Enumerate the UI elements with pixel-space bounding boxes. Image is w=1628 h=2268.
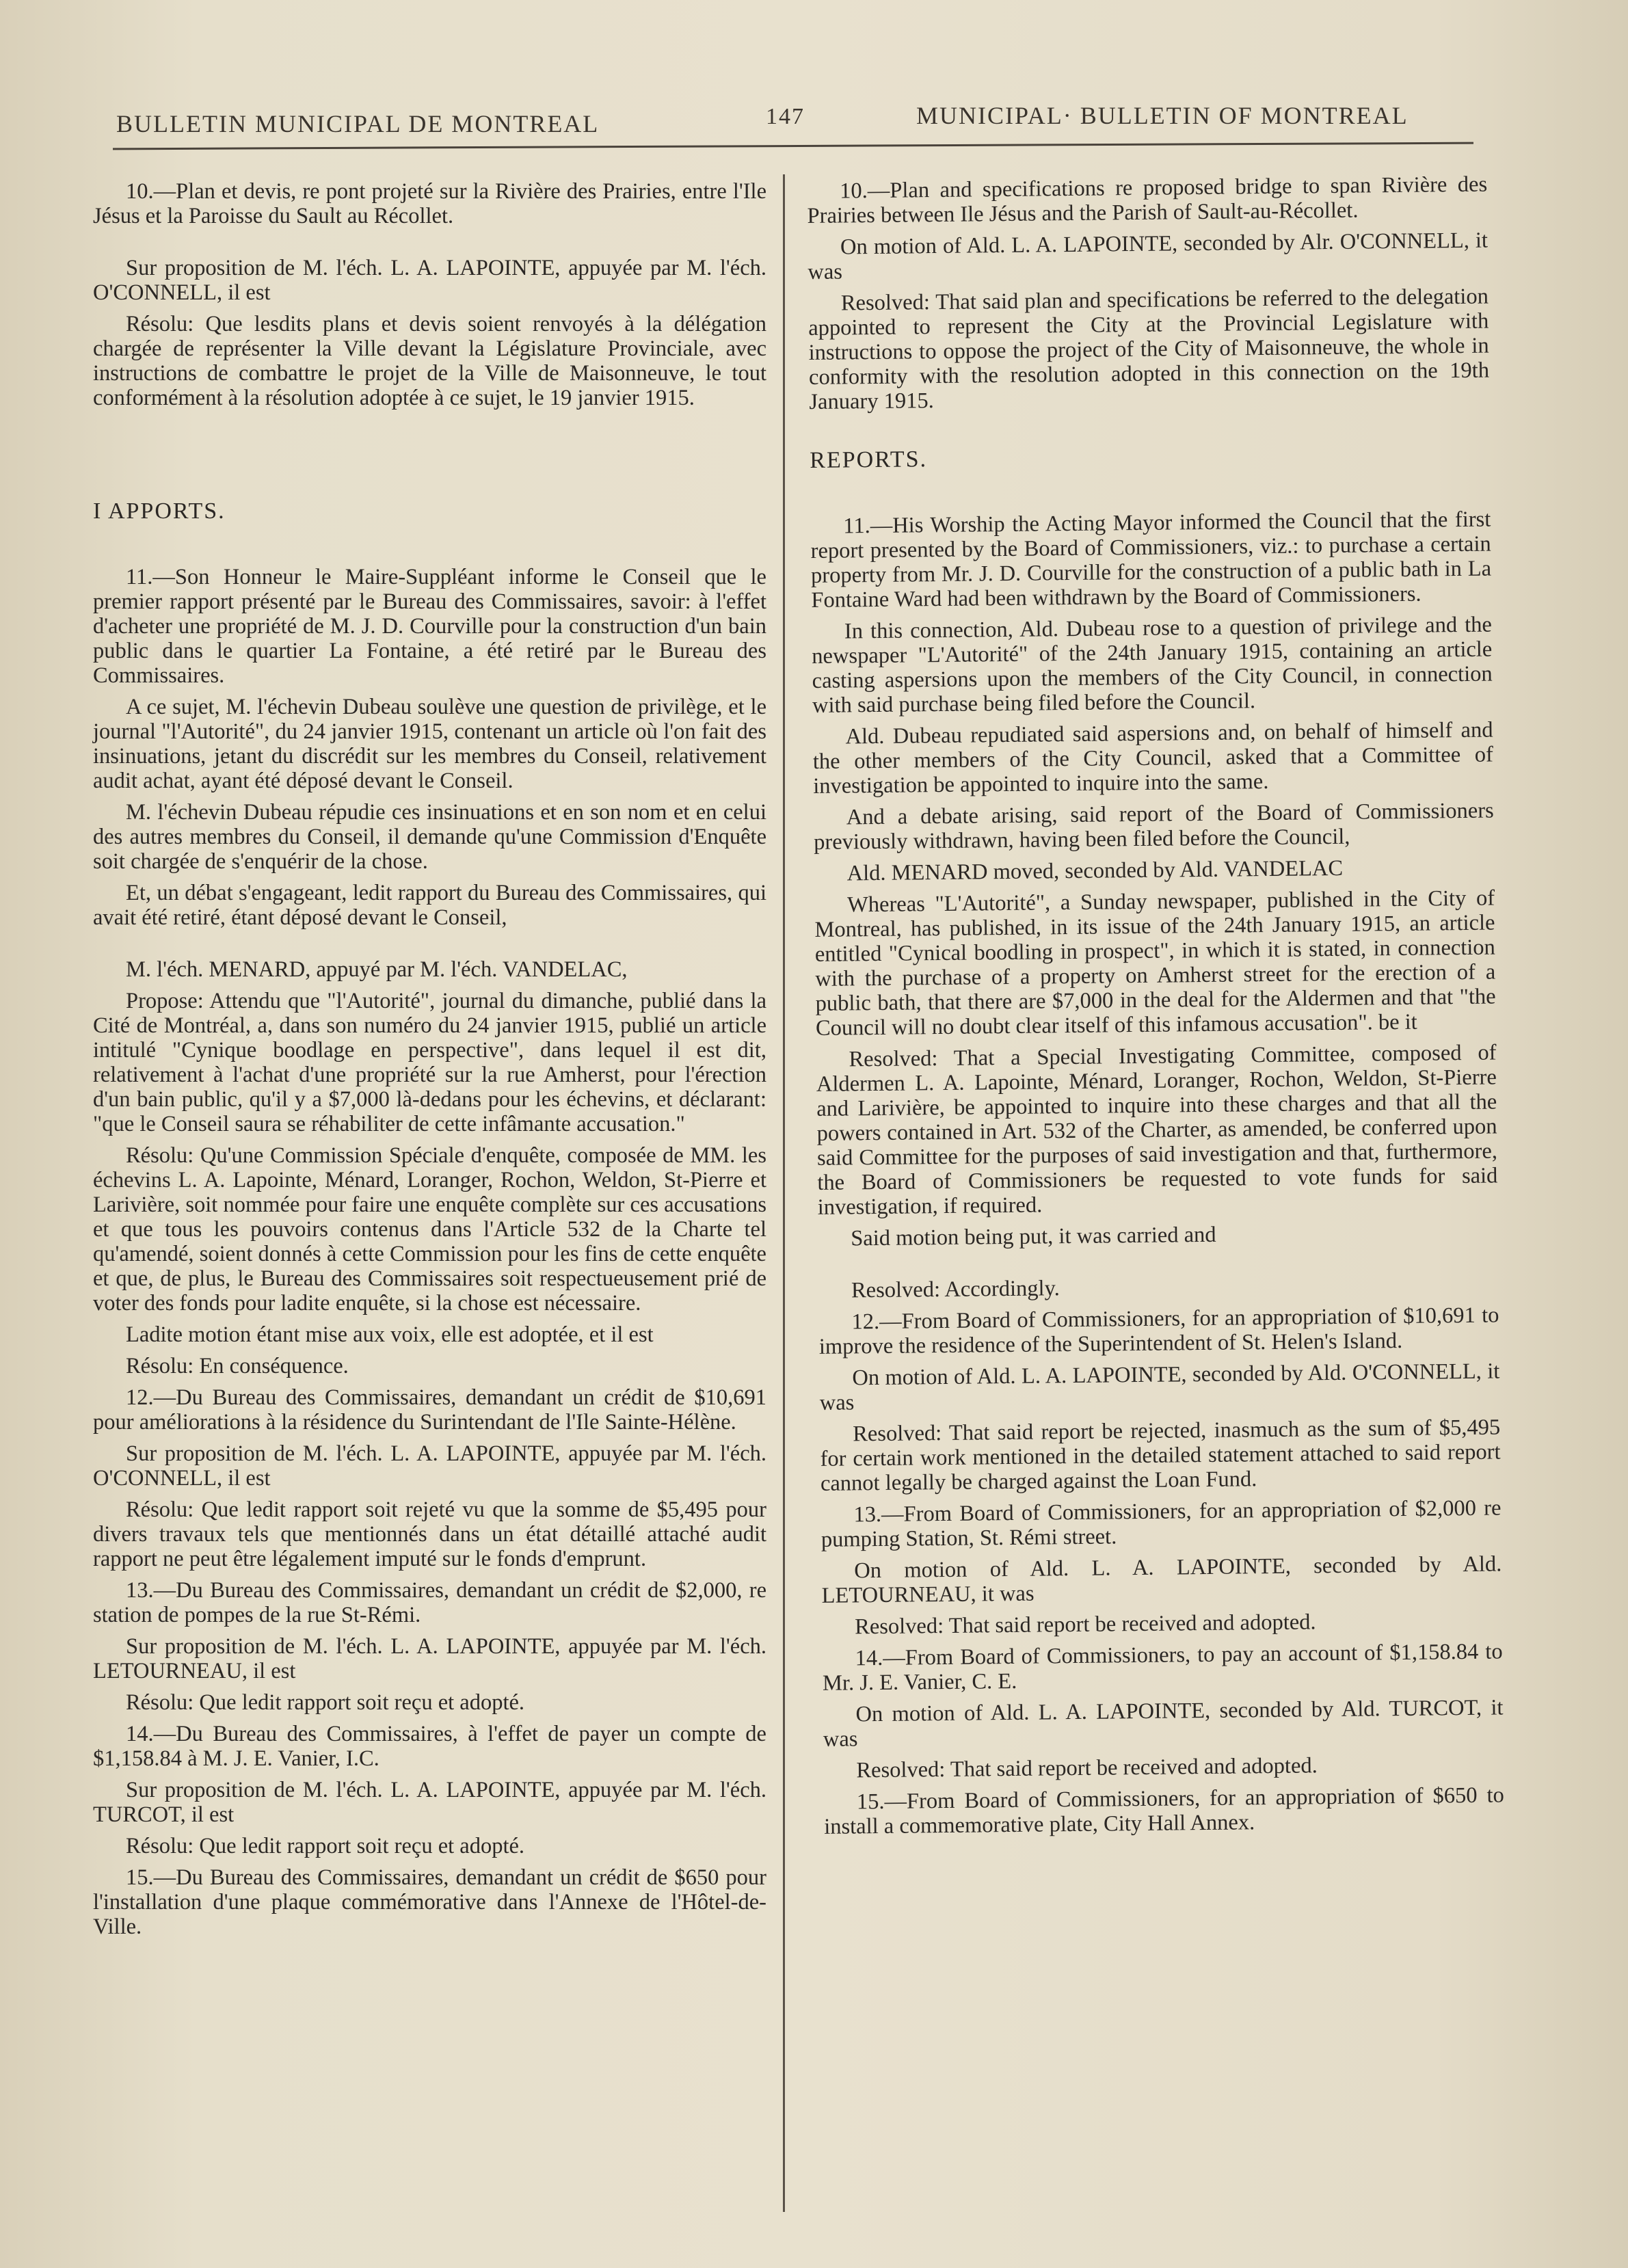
en-item-11: 11.—His Worship the Acting Mayor informed the Council that the first report presented by the Board of Commissioners, viz.: to purchase a certain property from Mr. J. D. Courville for the construction of a public bath in La Fontaine Ward had been withdrawn by the Board of Commissioners. <box>810 507 1492 613</box>
fr-item-12: 12.—Du Bureau des Commissaires, demandant un crédit de $10,691 pour améliorations à la résidence du Surintendant de l'Ile Sainte-Hélène. <box>93 1385 766 1435</box>
fr-resolution-13: Résolu: Que ledit rapport soit reçu et adopté. <box>126 1690 525 1715</box>
en-vote: Said motion being put, it was carried and <box>851 1222 1216 1251</box>
page-number: 147 <box>766 104 805 129</box>
fr-debate: Et, un débat s'engageant, ledit rapport du Bureau des Commissaires, qui avait été retiré, étant déposé devant le Conseil, <box>93 881 766 930</box>
fr-resolution-10: Résolu: Que lesdits plans et devis soient renvoyés à la délégation chargée de représenter la Ville devant la Législature Provinciale, avec instructions de combattre le projet de la Ville de Maisonneuve, le tout conformément à la résolution adoptée à ce sujet, le 19 janvier 1915. <box>93 312 766 410</box>
fr-section-heading: I APPORTS. <box>93 498 226 524</box>
en-motion-14: On motion of Ald. L. A. LAPOINTE, seconded by Ald. TURCOT, it was <box>823 1695 1504 1752</box>
fr-proposal: Propose: Attendu que "l'Autorité", journal du dimanche, publié dans la Cité de Montréal, a, dans son numéro du 24 janvier 1915, publié un article intitulé "Cynique boodlage en perspective", dans lequel il est dit, relativement à l'achat d'une propriété sur la rue Amherst, pour l'érection d'un bain public, qu'il y a $7,000 là-dedans pour les échevins, et déclarant: "que le Conseil saura se réhabiliter de cette infâmante accusation." <box>93 989 766 1136</box>
en-mover: Ald. MENARD moved, seconded by Ald. VANDELAC <box>846 855 1344 886</box>
fr-privilege: A ce sujet, M. l'échevin Dubeau soulève une question de privilège, et le journal "l'Autorité", du 24 janvier 1915, contenant un article où l'on fait des insinuations, jetant du discrédit sur les membres du Conseil, relativement audit achat, ayant été déposé devant le Conseil. <box>93 695 766 793</box>
en-resolution-11: Resolved: That a Special Investigating Committee, composed of Aldermen L. A. Lapointe, Ménard, Loranger, Rochon, Weldon, St-Pierre and Larivière, be appointed to inquire into these charges and that all the powers contained in Art. 532 of the Charter, as amended, be conferred upon said Committee for the purposes of said investigation and that, furthermore, the Board of Commissioners be requested to vote funds for said investigation, if required. <box>816 1040 1498 1220</box>
en-repudiation: Ald. Dubeau repudiated said aspersions and, on behalf of himself and the other members of the City Council, asked that a Committee of investigation be appointed to inquire into the same. <box>812 717 1494 799</box>
fr-resolution-12: Résolu: Que ledit rapport soit rejeté vu que la somme de $5,495 pour divers travaux tels que mentionnés dans un état détaillé attaché audit rapport ne peut être légalement imputé sur le fonds d'emprunt. <box>93 1497 766 1571</box>
en-motion-12: On motion of Ald. L. A. LAPOINTE, seconded by Ald. O'CONNELL, it was <box>819 1359 1500 1415</box>
fr-mover: M. l'éch. MENARD, appuyé par M. l'éch. VANDELAC, <box>126 957 628 982</box>
en-resolution-13: Resolved: That said report be received and adopted. <box>854 1610 1316 1640</box>
en-item-12: 12.—From Board of Commissioners, for an appropriation of $10,691 to improve the residence of the Superintendent of St. Helen's Island. <box>818 1303 1499 1359</box>
en-item-13: 13.—From Board of Commissioners, for an appropriation of $2,000 re pumping Station, St. Rémi street. <box>820 1495 1502 1552</box>
en-item-10: 10.—Plan and specifications re proposed bridge to span Rivière des Prairies between Ile Jésus and the Parish of Sault-au-Récollet. <box>807 172 1488 228</box>
fr-item-15: 15.—Du Bureau des Commissaires, demandant un crédit de $650 pour l'installation d'une plaque commémorative dans l'Annexe de l'Hôtel-de-Ville. <box>93 1865 766 1939</box>
fr-motion-13: Sur proposition de M. l'éch. L. A. LAPOINTE, appuyée par M. l'éch. LETOURNEAU, il est <box>93 1634 766 1683</box>
header-french-title: BULLETIN MUNICIPAL DE MONTREAL <box>116 110 600 137</box>
french-column <box>93 179 766 1946</box>
fr-item-13: 13.—Du Bureau des Commissaires, demandant un crédit de $2,000, re station de pompes de la rue St-Rémi. <box>93 1578 766 1627</box>
fr-item-14: 14.—Du Bureau des Commissaires, à l'effet de payer un compte de $1,158.84 à M. J. E. Vanier, I.C. <box>93 1722 766 1771</box>
en-item-14: 14.—From Board of Commissioners, to pay an account of $1,158.84 to Mr. J. E. Vanier, C. E. <box>822 1639 1503 1696</box>
en-accordingly: Resolved: Accordingly. <box>851 1276 1060 1303</box>
en-item-15: 15.—From Board of Commissioners, for an appropriation of $650 to install a commemorative plate, City Hall Annex. <box>824 1783 1504 1839</box>
en-whereas: Whereas "L'Autorité", a Sunday newspaper, published in the City of Montreal, has published, in its issue of the 24th January 1915, an article entitled "Cynical boodling in prospect", in which it is stated, in connection with the purchase of a property on Amherst street for the erection of a public bath, that there are $7,000 in the deal for the Aldermen and that "the Council will no doubt clear itself of this infamous accusation". be it <box>814 885 1496 1041</box>
en-resolution-12: Resolved: That said report be rejected, inasmuch as the sum of $5,495 for certain work mentioned in the detailed statement attached to said report cannot legally be charged against the Loan Fund. <box>820 1415 1501 1496</box>
fr-vote: Ladite motion étant mise aux voix, elle est adoptée, et il est <box>126 1322 654 1347</box>
fr-accordingly: Résolu: En conséquence. <box>126 1354 349 1378</box>
fr-repudiation: M. l'échevin Dubeau répudie ces insinuations et en son nom et en celui des autres membres du Conseil, il demande qu'une Commission d'Enquête soit chargée de s'enquérir de la chose. <box>93 800 766 874</box>
en-motion-13: On motion of Ald. L. A. LAPOINTE, seconded by Ald. LETOURNEAU, it was <box>821 1551 1502 1608</box>
fr-motion-14: Sur proposition de M. l'éch. L. A. LAPOINTE, appuyée par M. l'éch. TURCOT, il est <box>93 1778 766 1827</box>
fr-item-11: 11.—Son Honneur le Maire-Suppléant informe le Conseil que le premier rapport présenté par le Bureau des Commissaires, savoir: à l'effet d'acheter une propriété de M. J. D. Courville pour la construction d'un bain public dans le quartier La Fontaine, a été retiré par le Bureau des Commissaires. <box>93 565 766 688</box>
fr-resolution-14: Résolu: Que ledit rapport soit reçu et adopté. <box>126 1834 525 1858</box>
en-resolution-10: Resolved: That said plan and specifications be referred to the delegation appointed to represent the City at the Provincial Legislature with instructions to oppose the project of the City of Maisonneuve, the whole in conformity with the resolution adopted in this connection on the 19th January 1915. <box>808 284 1490 414</box>
en-section-heading: REPORTS. <box>810 446 928 473</box>
column-divider <box>783 174 785 2212</box>
en-debate: And a debate arising, said report of the Board of Commissioners previously withdrawn, having been filed before the Council, <box>813 798 1494 855</box>
en-privilege: In this connection, Ald. Dubeau rose to a question of privilege and the newspaper "L'Autorité" of the 24th January 1915, containing an article casting aspersions upon the members of the City Council, in connection with said purchase being filed before the Council. <box>812 612 1493 718</box>
english-column <box>807 172 1504 1846</box>
fr-resolution-11: Résolu: Qu'une Commission Spéciale d'enquête, composée de MM. les échevins L. A. Lapointe, Ménard, Loranger, Rochon, Weldon, St-Pierre et Larivière, soit nommée pour faire une enquête complète sur ces accusations et que tous les pouvoirs contenus dans l'Article 532 de la Charte tel qu'amendé, soient donnés à cette Commission pour les fins de cette enquête et que, de plus, le Bureau des Commissaires soit respectueusement prié de voter des fonds pour ladite enquête, si la chose est nécessaire. <box>93 1143 766 1316</box>
en-motion-10: On motion of Ald. L. A. LAPOINTE, seconded by Alr. O'CONNELL, it was <box>808 228 1489 284</box>
fr-item-10: 10.—Plan et devis, re pont projeté sur la Rivière des Prairies, entre l'Ile Jésus et la Paroisse du Sault au Récollet. <box>93 179 766 228</box>
header-english-title: MUNICIPAL· BULLETIN OF MONTREAL <box>916 102 1409 129</box>
en-resolution-14: Resolved: That said report be received and adopted. <box>856 1753 1318 1783</box>
page-header <box>109 82 1477 144</box>
fr-motion-12: Sur proposition de M. l'éch. L. A. LAPOINTE, appuyée par M. l'éch. O'CONNELL, il est <box>93 1441 766 1491</box>
fr-motion-10: Sur proposition de M. l'éch. L. A. LAPOINTE, appuyée par M. l'éch. O'CONNELL, il est <box>93 256 766 305</box>
